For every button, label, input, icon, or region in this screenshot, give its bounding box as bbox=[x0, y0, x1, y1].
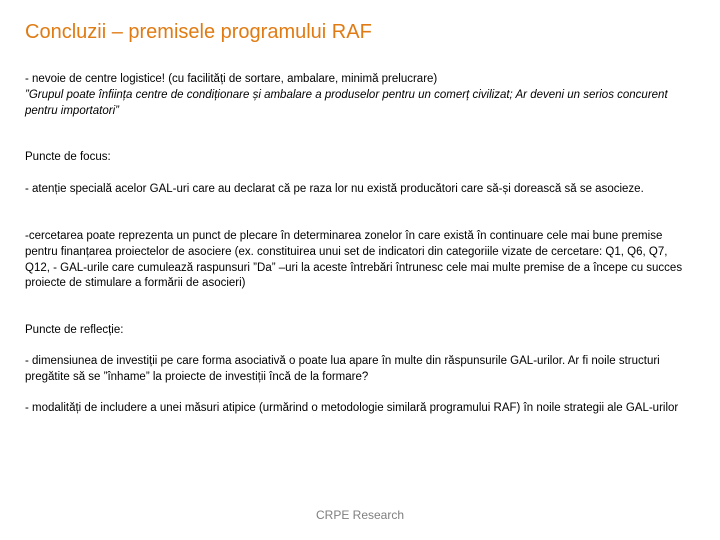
quote-text: ”Grupul poate înființa centre de condiționare și ambalare a produselor pentru un comerț civilizat; Ar deveni un serios concurent pentru importatori” bbox=[25, 88, 668, 117]
logistics-need-text: - nevoie de centre logistice! (cu facilități de sortare, ambalare, minimă prelucrare) bbox=[25, 73, 438, 85]
spacer bbox=[25, 386, 690, 401]
reflection-heading: Puncte de reflecție: bbox=[25, 324, 124, 337]
spacer bbox=[25, 166, 690, 182]
focus-heading: Puncte de focus: bbox=[25, 151, 111, 164]
focus-item-2: -cercetarea poate reprezenta un punct de plecare în determinarea zonelor în care există în continuare cele mai bune premise pentru finanțarea proiectelor de asociere (ex. constituirea unui set de indicatori din categoriile vizate de cercetare: Q1, Q6, Q7, Q12, - GAL-urile care cumulează raspunsuri ”Da” –uri la aceste întrebări întrunesc cele mai multe premise de a începe cu succes proiecte de stimulare a formării de asocieri) bbox=[25, 229, 683, 290]
footer-source: CRPE Research bbox=[315, 508, 405, 522]
reflection-item-1: - dimensiunea de investiții pe care forma asociativă o poate lua apare în multe din răspunsurile GAL-urilor. Ar fi noile structuri pregătite să se ”înhame” la proiecte de investiții încă de la formare? bbox=[25, 354, 660, 383]
spacer bbox=[25, 292, 690, 323]
focus-item-1: - atenție specială acelor GAL-uri care au declarat că pe raza lor nu există producători care să-și dorească să se asocieze. bbox=[25, 183, 644, 196]
slide-body bbox=[25, 72, 690, 416]
slide-title: Concluzii – premisele programului RAF bbox=[25, 21, 372, 43]
spacer bbox=[25, 198, 690, 229]
reflection-item-2: - modalități de includere a unei măsuri atipice (urmărind o metodologie similară programului RAF) în noile strategii ale GAL-urilor bbox=[25, 401, 679, 414]
spacer bbox=[25, 339, 690, 354]
spacer bbox=[25, 119, 690, 150]
